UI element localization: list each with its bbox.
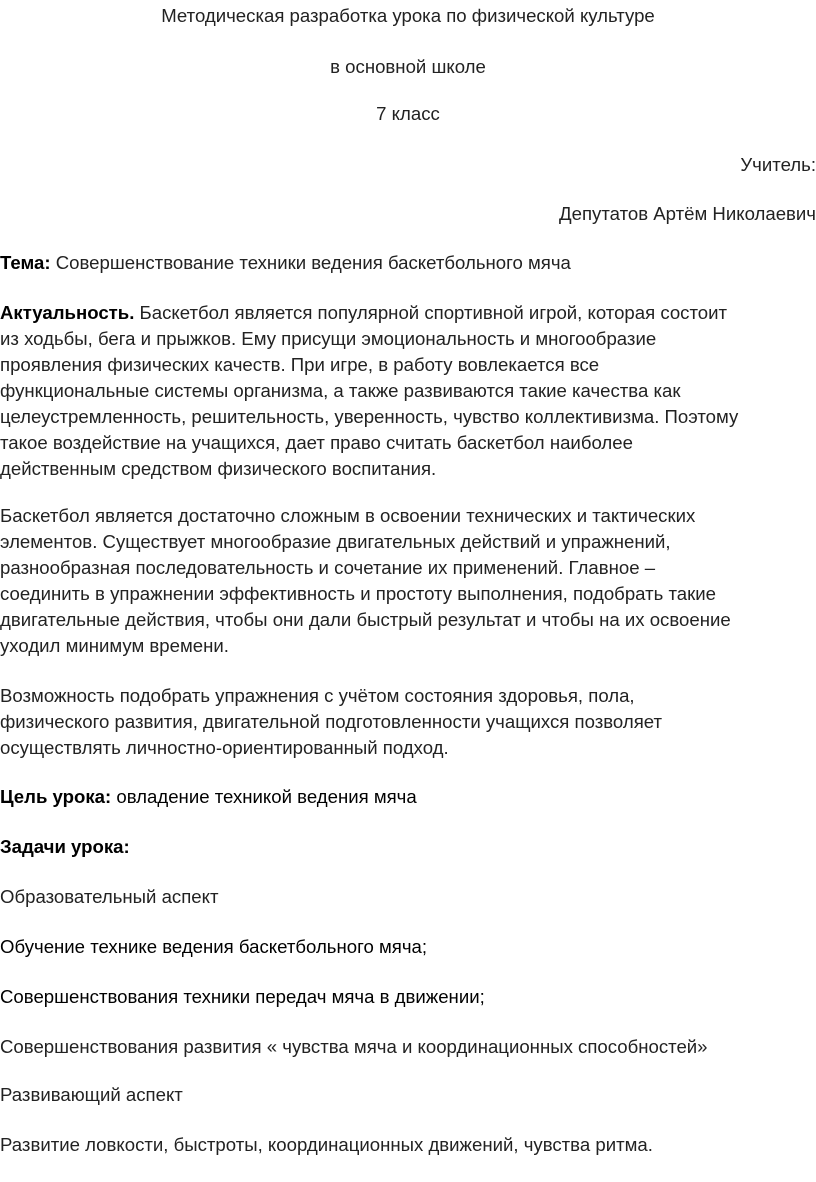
difficulty-paragraph [0,503,814,659]
goal-text: овладение техникой ведения мяча [111,786,417,807]
task-item: Совершенствования развития « чувства мяча и координационных способностей» [0,1036,708,1057]
tasks-heading: Задачи урока: [0,836,130,857]
educational-aspect-heading: Образовательный аспект [0,886,219,907]
paragraph-line: элементов. Существует многообразие двигательных действий и упражнений, [0,531,671,552]
relevance-line: действенным средством физического воспитания. [0,458,437,479]
paragraph-line: соединить в упражнении эффективность и простоту выполнения, подобрать такие [0,583,716,604]
approach-paragraph [0,683,814,761]
paragraph-line: разнообразная последовательность и сочетание их применений. Главное – [0,557,656,578]
relevance-line: такое воздействие на учащихся, дает право считать баскетбол наиболее [0,432,633,453]
document-subtitle: в основной школе [330,56,486,77]
paragraph-line: осуществлять личностно-ориентированный подход. [0,737,449,758]
task-item: Совершенствования техники передач мяча в движении; [0,986,485,1007]
relevance-line: целеустремленность, решительность, уверенность, чувство коллективизма. Поэтому [0,406,739,427]
goal-label: Цель урока: [0,786,112,807]
teacher-label: Учитель: [740,154,816,175]
paragraph-line: двигательные действия, чтобы они дали быстрый результат и чтобы на их освоение [0,609,731,630]
document-title: Методическая разработка урока по физической культуре [161,5,655,26]
relevance-label: Актуальность. [0,302,135,323]
paragraph-line: физического развития, двигательной подготовленности учащихся позволяет [0,711,663,732]
topic-line [0,250,816,276]
goal-line [0,784,816,810]
teacher-name: Депутатов Артём Николаевич [559,203,816,224]
relevance-line: из ходьбы, бега и прыжков. Ему присущи эмоциональность и многообразие [0,328,657,349]
task-item: Обучение технике ведения баскетбольного мяча; [0,936,428,957]
grade-label: 7 класс [376,103,440,124]
topic-text: Совершенствование техники ведения баскетбольного мяча [50,252,571,273]
topic-label: Тема: [0,252,51,273]
relevance-line: Актуальность. Баскетбол является популярной спортивной игрой, которая состоит [0,302,728,323]
paragraph-line: уходил минимум времени. [0,635,229,656]
relevance-line: проявления физических качеств. При игре, в работу вовлекается все [0,354,600,375]
paragraph-line: Возможность подобрать упражнения с учётом состояния здоровья, пола, [0,685,635,706]
task-item: Развитие ловкости, быстроты, координационных движений, чувства ритма. [0,1134,653,1155]
relevance-line: функциональные системы организма, а также развиваются такие качества как [0,380,681,401]
paragraph-line: Баскетбол является достаточно сложным в освоении технических и тактических [0,505,696,526]
developmental-aspect-heading: Развивающий аспект [0,1084,183,1105]
relevance-paragraph [0,300,814,482]
